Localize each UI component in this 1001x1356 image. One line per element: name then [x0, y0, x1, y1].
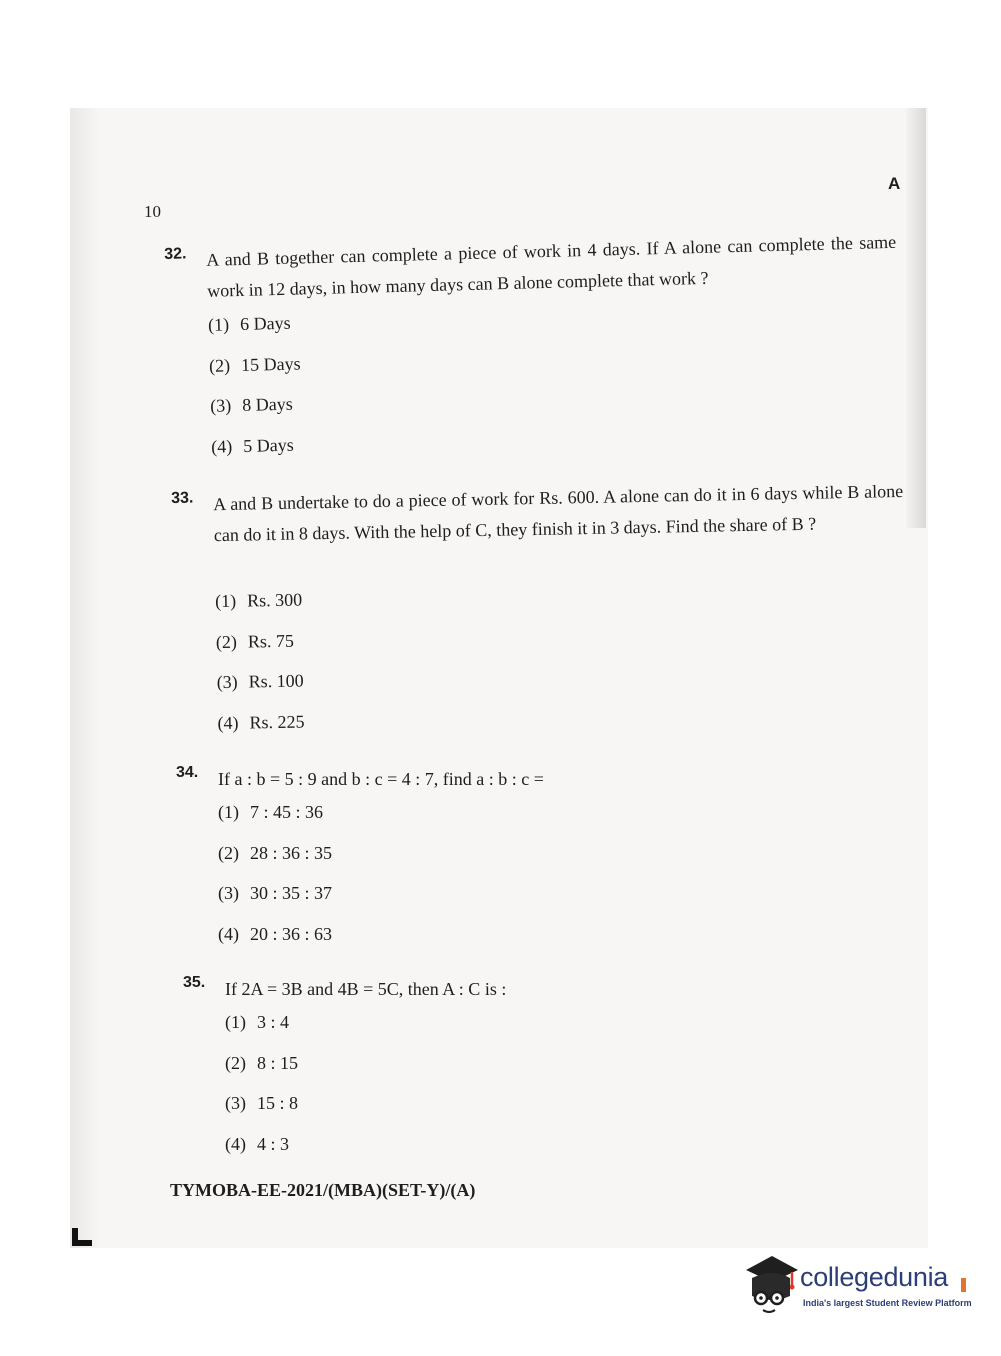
option-label: (4) [210, 435, 233, 457]
option-label: (4) [218, 923, 239, 944]
option-label: (3) [216, 671, 238, 693]
option-4 [218, 924, 332, 965]
option-list [225, 1012, 298, 1174]
option-text: 6 Days [239, 312, 291, 335]
option-1 [225, 1012, 298, 1053]
option-label: (3) [225, 1093, 246, 1113]
sheet-shadow-left [70, 108, 100, 1248]
option-text: 15 : 8 [257, 1093, 299, 1113]
option-label: (2) [218, 842, 239, 863]
set-letter: A [888, 174, 901, 193]
option-3 [225, 1093, 298, 1134]
option-label: (3) [209, 395, 232, 416]
option-text: Rs. 100 [248, 670, 304, 692]
option-label: (1) [214, 590, 237, 612]
question-number: 33. [171, 489, 194, 507]
option-list [215, 590, 305, 754]
option-2 [225, 1053, 298, 1094]
option-label: (3) [218, 883, 239, 903]
option-1 [215, 590, 303, 632]
option-text: 20 : 36 : 63 [250, 923, 333, 944]
option-text: Rs. 225 [249, 710, 305, 733]
question-number: 35. [183, 974, 206, 991]
option-list [208, 312, 304, 476]
corner-registration-mark [72, 1228, 92, 1246]
option-label: (4) [225, 1133, 246, 1154]
question-number: 32. [164, 245, 187, 263]
footer-exam-code: TYMOBA-EE-2021/(MBA)(SET-Y)/(A) [170, 1180, 476, 1200]
option-text: 28 : 36 : 35 [250, 842, 333, 863]
student-mascot-icon [742, 1248, 800, 1318]
option-label: (4) [217, 712, 239, 733]
option-4 [225, 1134, 298, 1175]
logo-tagline: India's largest Student Review Platform [803, 1298, 972, 1308]
option-label: (1) [225, 1012, 246, 1032]
option-text: 3 : 4 [257, 1012, 290, 1032]
option-4 [217, 711, 305, 753]
question-number: 34. [176, 764, 199, 781]
option-label: (2) [208, 354, 231, 376]
option-text: Rs. 75 [247, 630, 295, 652]
option-4 [211, 434, 304, 477]
option-label: (1) [218, 802, 239, 822]
option-3 [217, 670, 305, 712]
option-text: 5 Days [242, 434, 294, 456]
question-text: A and B together can complete a piece of work in 4 days. If A alone can complete the same work in 12 days, in how many days can B alone complete that work ? [206, 231, 897, 301]
question-text: A and B undertake to do a piece of work for Rs. 600. A alone can do it in 6 days while B alone can do it in 8 days. With the help of C, they finish it in 3 days. Find the share of B ? [213, 480, 904, 546]
option-3 [218, 883, 332, 924]
option-label: (2) [225, 1052, 246, 1073]
page-number: 10 [144, 202, 161, 221]
logo-wordmark: collegedunia [800, 1262, 949, 1292]
option-label: (2) [215, 631, 238, 652]
option-3 [210, 393, 303, 436]
option-2 [209, 353, 302, 396]
option-text: 30 : 35 : 37 [250, 883, 333, 903]
option-2 [216, 630, 304, 672]
option-text: 8 : 15 [257, 1052, 299, 1073]
option-label: (1) [207, 314, 230, 335]
question-text: If 2A = 3B and 4B = 5C, then A : C is : [225, 979, 507, 999]
option-list [218, 802, 332, 964]
option-1 [218, 802, 332, 843]
logo-accent-mark [961, 1278, 966, 1292]
option-2 [218, 843, 332, 884]
option-text: 4 : 3 [257, 1133, 290, 1154]
collegedunia-watermark [742, 1248, 972, 1318]
question-text: If a : b = 5 : 9 and b : c = 4 : 7, find a : b : c = [218, 769, 544, 789]
option-text: Rs. 300 [246, 589, 303, 611]
option-1 [208, 312, 301, 355]
option-text: 7 : 45 : 36 [250, 802, 324, 822]
option-text: 8 Days [241, 393, 293, 416]
option-text: 15 Days [240, 352, 301, 375]
sheet-shadow-right [906, 108, 926, 528]
